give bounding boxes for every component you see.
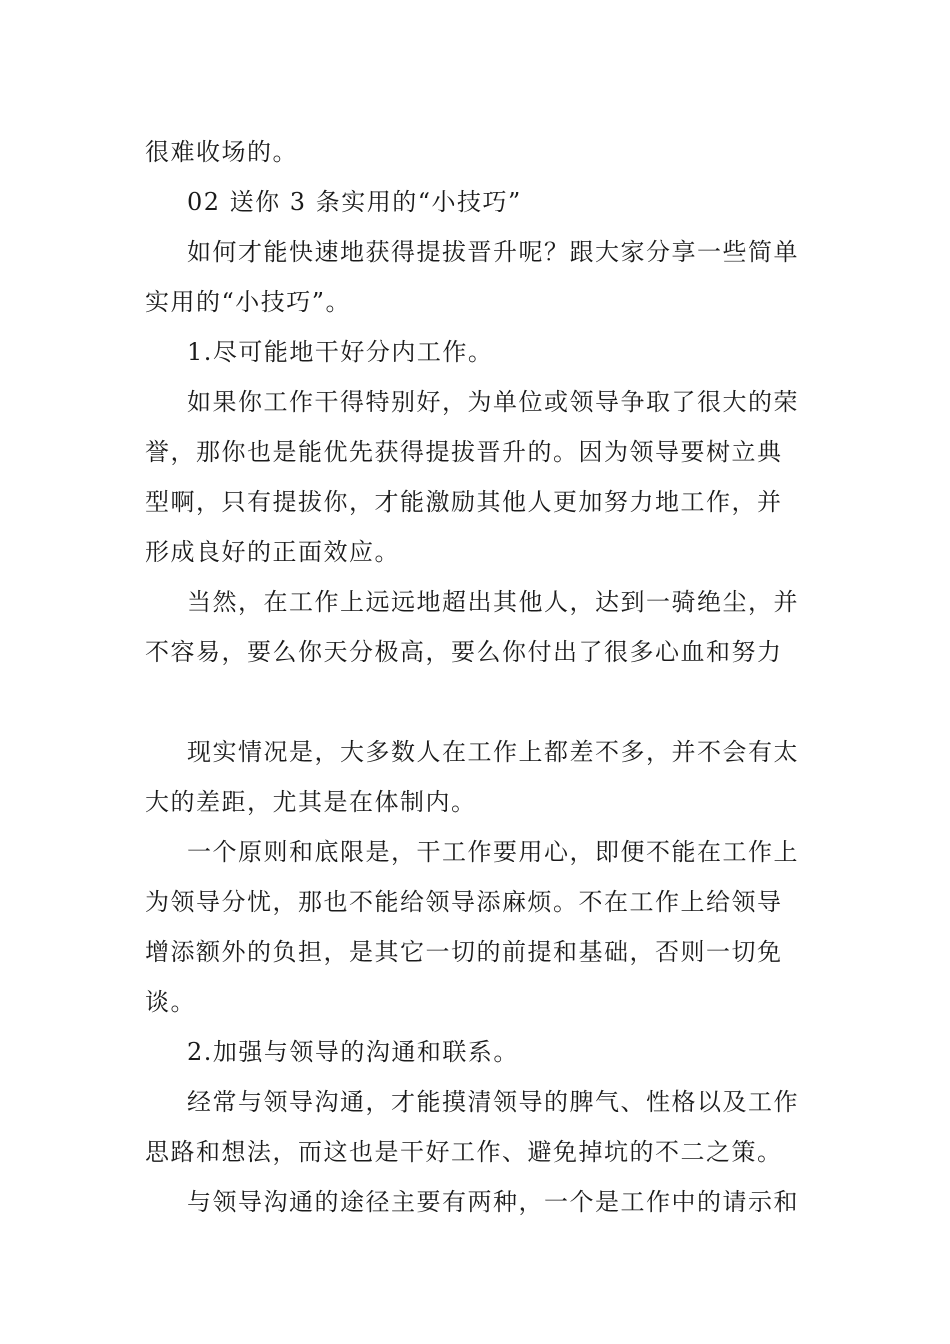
text-line: 一个原则和底限是，干工作要用心，即便不能在工作上: [187, 838, 799, 866]
text-line: 现实情况是，大多数人在工作上都差不多，并不会有太: [187, 738, 799, 766]
text-line: 经常与领导沟通，才能摸清领导的脾气、性格以及工作: [187, 1088, 799, 1116]
text-line: 思路和想法，而这也是干好工作、避免掉坑的不二之策。: [145, 1138, 783, 1166]
text-line: 增添额外的负担，是其它一切的前提和基础，否则一切免: [145, 938, 783, 966]
text-line: 如何才能快速地获得提拔晋升呢？跟大家分享一些简单: [187, 238, 799, 266]
text-line: 为领导分忧，那也不能给领导添麻烦。不在工作上给领导: [145, 888, 783, 916]
section-heading: 02 送你 3 条实用的“小技巧”: [187, 188, 522, 216]
text-line: 很难收场的。: [145, 138, 298, 166]
text-line: 不容易，要么你天分极高，要么你付出了很多心血和努力: [145, 638, 783, 666]
subheading: 2.加强与领导的沟通和联系。: [187, 1038, 519, 1066]
text-line: 谈。: [145, 988, 196, 1016]
text-line: 与领导沟通的途径主要有两种，一个是工作中的请示和: [187, 1188, 799, 1216]
text-line: 当然，在工作上远远地超出其他人，达到一骑绝尘，并: [187, 588, 799, 616]
text-line: 大的差距，尤其是在体制内。: [145, 788, 477, 816]
text-line: 形成良好的正面效应。: [145, 538, 400, 566]
text-line: 誉，那你也是能优先获得提拔晋升的。因为领导要树立典: [145, 438, 783, 466]
text-line: 实用的“小技巧”。: [145, 288, 352, 316]
subheading: 1.尽可能地干好分内工作。: [187, 338, 494, 366]
text-line: 如果你工作干得特别好，为单位或领导争取了很大的荣: [187, 388, 799, 416]
text-line: 型啊，只有提拔你，才能激励其他人更加努力地工作，并: [145, 488, 783, 516]
